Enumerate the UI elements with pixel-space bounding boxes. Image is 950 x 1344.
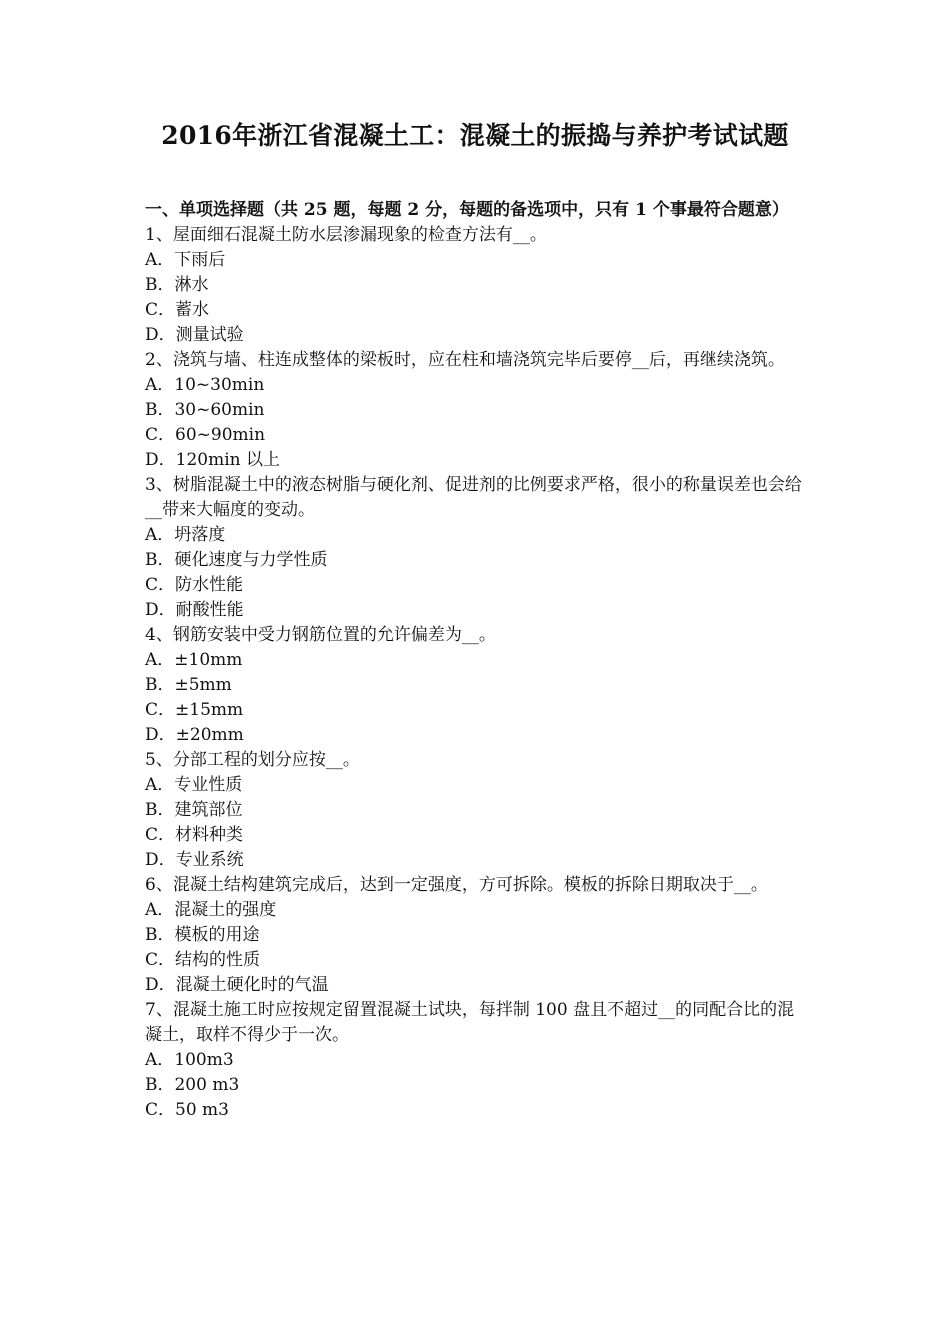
option-a: A．±10mm — [145, 650, 243, 670]
option-d: D．120min 以上 — [145, 450, 280, 470]
document-title: 2016年浙江省混凝土工：混凝土的振捣与养护考试试题 — [161, 121, 789, 150]
option-c: C．±15mm — [145, 700, 244, 720]
option-b: B．模板的用途 — [145, 925, 260, 945]
question-stem: 7、混凝土施工时应按规定留置混凝土试块，每拌制 100 盘且不超过__的同配合比的混凝土，取样不得少于一次。 — [145, 1000, 795, 1045]
question-stem: 1、屋面细石混凝土防水层渗漏现象的检查方法有__。 — [145, 225, 547, 245]
option-c: C．防水性能 — [145, 575, 244, 595]
option-b: B．200 m3 — [145, 1075, 240, 1095]
option-a: A．专业性质 — [145, 775, 243, 795]
option-b: B．±5mm — [145, 675, 232, 695]
option-a: A．下雨后 — [145, 250, 226, 270]
question-stem: 2、浇筑与墙、柱连成整体的梁板时，应在柱和墙浇筑完毕后要停__后，再继续浇筑。 — [145, 350, 785, 370]
option-d: D．专业系统 — [145, 850, 244, 870]
option-a: A．坍落度 — [145, 525, 226, 545]
option-a: A．混凝土的强度 — [145, 900, 277, 920]
option-b: B．硬化速度与力学性质 — [145, 550, 328, 570]
option-c: C．材料种类 — [145, 825, 244, 845]
option-d: D．混凝土硬化时的气温 — [145, 975, 329, 995]
option-c: C．50 m3 — [145, 1100, 229, 1120]
question-stem: 5、分部工程的划分应按__。 — [145, 750, 360, 770]
option-d: D．测量试验 — [145, 325, 244, 345]
section-header: 一、单项选择题（共 25 题，每题 2 分，每题的备选项中，只有 1 个事最符合题意） — [145, 200, 789, 220]
option-b: B．30~60min — [145, 400, 265, 420]
option-b: B．淋水 — [145, 275, 209, 295]
option-d: D．±20mm — [145, 725, 244, 745]
question-stem: 6、混凝土结构建筑完成后，达到一定强度，方可拆除。模板的拆除日期取决于__。 — [145, 875, 768, 895]
question-6 — [145, 873, 810, 998]
option-c: C．60~90min — [145, 425, 266, 445]
document-body — [145, 198, 810, 1123]
question-4 — [145, 623, 810, 748]
question-7 — [145, 998, 810, 1123]
question-stem: 3、树脂混凝土中的液态树脂与硬化剂、促进剂的比例要求严格，很小的称量误差也会给__带来大幅度的变动。 — [145, 475, 802, 520]
option-d: D．耐酸性能 — [145, 600, 244, 620]
option-a: A．100m3 — [145, 1050, 234, 1070]
question-2 — [145, 348, 810, 473]
question-stem: 4、钢筋安装中受力钢筋位置的允许偏差为__。 — [145, 625, 496, 645]
question-3 — [145, 473, 810, 623]
option-c: C．结构的性质 — [145, 950, 261, 970]
question-5 — [145, 748, 810, 873]
option-a: A．10~30min — [145, 375, 265, 395]
option-b: B．建筑部位 — [145, 800, 243, 820]
question-1 — [145, 223, 810, 348]
option-c: C．蓄水 — [145, 300, 210, 320]
